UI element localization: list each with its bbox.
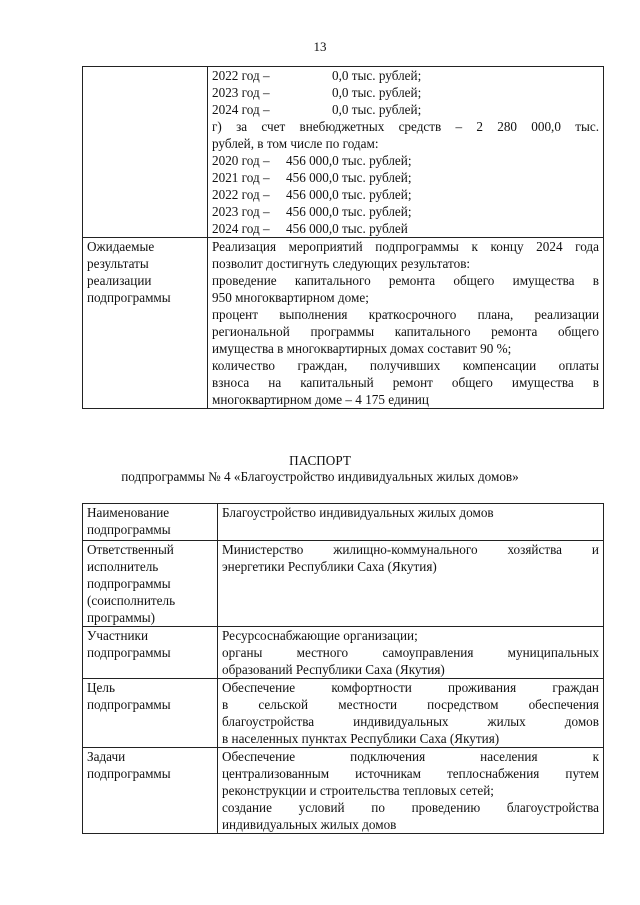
- table-row: [83, 627, 604, 679]
- funding-line: [212, 67, 599, 84]
- results-line: имущества в многоквартирных домах составит 90 %;: [212, 341, 512, 356]
- table-cell-label: [83, 238, 208, 409]
- row-label-line: подпрограммы: [87, 697, 171, 712]
- table-cell-content: [218, 504, 604, 541]
- row-label-line: Участники: [87, 628, 149, 643]
- row-text-line: индивидуальных жилых домов: [222, 817, 397, 832]
- page-number: 13: [313, 39, 327, 54]
- results-line: количество граждан, получивших компенсации оплаты: [212, 358, 599, 373]
- table-cell-label: [83, 67, 208, 238]
- amount-label: 456 000,0 тыс. рублей;: [286, 187, 412, 202]
- amount-label: 456 000,0 тыс. рублей;: [286, 204, 412, 219]
- table-row: [83, 748, 604, 834]
- table-row: [83, 238, 604, 409]
- funding-line: [212, 84, 599, 101]
- row-label-line: Задачи: [87, 749, 126, 764]
- row-text-line: энергетики Республики Саха (Якутия): [222, 559, 437, 574]
- extrabudget-line: рублей, в том числе по годам:: [212, 136, 379, 151]
- passport-subtitle: подпрограммы № 4 «Благоустройство индивидуальных жилых домов»: [121, 469, 519, 484]
- funding-line: [212, 186, 599, 203]
- year-label: 2023 год –: [212, 85, 270, 100]
- amount-label: 456 000,0 тыс. рублей;: [286, 153, 412, 168]
- amount-label: 456 000,0 тыс. рублей: [286, 221, 408, 236]
- table-cell-label: [83, 504, 218, 541]
- funding-line: [212, 169, 599, 186]
- row-text-line: в сельской местности посредством обеспечения: [222, 697, 599, 712]
- results-line: процент выполнения краткосрочного плана, реализации: [212, 307, 599, 322]
- year-label: 2022 год –: [212, 187, 270, 202]
- row-label-line: Цель: [87, 680, 115, 695]
- row-text-line: создание условий по проведению благоустройства: [222, 800, 599, 815]
- table-cell-content: [218, 748, 604, 834]
- year-label: 2024 год –: [212, 102, 270, 117]
- row-text-line: образований Республики Саха (Якутия): [222, 662, 445, 677]
- table-cell-content: [218, 627, 604, 679]
- row-text-line: благоустройства индивидуальных жилых домов: [222, 714, 599, 729]
- results-line: 950 многоквартирном доме;: [212, 290, 369, 305]
- row-text-line: Обеспечение комфортности проживания граждан: [222, 680, 599, 695]
- results-line: взноса на капитальный ремонт общего имущества в: [212, 375, 599, 390]
- year-label: 2024 год –: [212, 221, 270, 236]
- table-cell-label: [83, 627, 218, 679]
- row-text-line: в населенных пунктах Республики Саха (Якутия): [222, 731, 500, 746]
- row-text-line: Ресурсоснабжающие организации;: [222, 628, 418, 643]
- results-line: позволит достигнуть следующих результатов:: [212, 256, 471, 271]
- row-text-line: Министерство жилищно-коммунального хозяйства и: [222, 542, 599, 557]
- table-row: [83, 67, 604, 238]
- funding-line: [212, 220, 599, 237]
- results-line: региональной программы капитального ремонта общего: [212, 324, 599, 339]
- row-text-line: Обеспечение подключения населения к: [222, 749, 599, 764]
- row-label-line: реализации: [87, 273, 152, 288]
- row-label-line: результаты: [87, 256, 149, 271]
- table-cell-label: [83, 541, 218, 627]
- year-label: 2023 год –: [212, 204, 270, 219]
- funding-table: [82, 66, 604, 409]
- row-label-line: исполнитель: [87, 559, 159, 574]
- row-text-line: централизованным источникам теплоснабжения путем: [222, 766, 599, 781]
- table-row: [83, 504, 604, 541]
- amount-label: 0,0 тыс. рублей;: [332, 102, 422, 117]
- funding-line: [212, 152, 599, 169]
- results-line: Реализация мероприятий подпрограммы к концу 2024 года: [212, 239, 599, 254]
- funding-line: [212, 101, 599, 118]
- row-label-line: Ожидаемые: [87, 239, 155, 254]
- row-label-line: подпрограммы: [87, 290, 171, 305]
- row-label-line: подпрограммы: [87, 766, 171, 781]
- row-label-line: программы): [87, 610, 156, 625]
- row-label-line: Ответственный: [87, 542, 174, 557]
- year-label: 2021 год –: [212, 170, 270, 185]
- row-text-line: органы местного самоуправления муниципальных: [222, 645, 599, 660]
- row-label-line: подпрограммы: [87, 522, 171, 537]
- table-row: [83, 541, 604, 627]
- table-cell-label: [83, 679, 218, 748]
- table-row: [83, 679, 604, 748]
- passport-title: ПАСПОРТ: [289, 453, 351, 468]
- amount-label: 0,0 тыс. рублей;: [332, 68, 422, 83]
- table-cell-content: [218, 679, 604, 748]
- results-line: многоквартирном доме – 4 175 единиц: [212, 392, 429, 407]
- amount-label: 456 000,0 тыс. рублей;: [286, 170, 412, 185]
- year-label: 2022 год –: [212, 68, 270, 83]
- row-label-line: подпрограммы: [87, 645, 171, 660]
- row-text-line: реконструкции и строительства тепловых сетей;: [222, 783, 494, 798]
- row-label-line: (соисполнитель: [87, 593, 176, 608]
- table-cell-content: [208, 67, 604, 238]
- amount-label: 0,0 тыс. рублей;: [332, 85, 422, 100]
- row-label-line: подпрограммы: [87, 576, 171, 591]
- extrabudget-line: г) за счет внебюджетных средств – 2 280 000,0 тыс.: [212, 119, 599, 134]
- results-line: проведение капитального ремонта общего имущества в: [212, 273, 599, 288]
- row-text-line: Благоустройство индивидуальных жилых домов: [222, 505, 494, 520]
- table-cell-content: [208, 238, 604, 409]
- row-label-line: Наименование: [87, 505, 170, 520]
- funding-line: [212, 203, 599, 220]
- table-cell-content: [218, 541, 604, 627]
- passport-table: [82, 503, 604, 834]
- table-cell-label: [83, 748, 218, 834]
- year-label: 2020 год –: [212, 153, 270, 168]
